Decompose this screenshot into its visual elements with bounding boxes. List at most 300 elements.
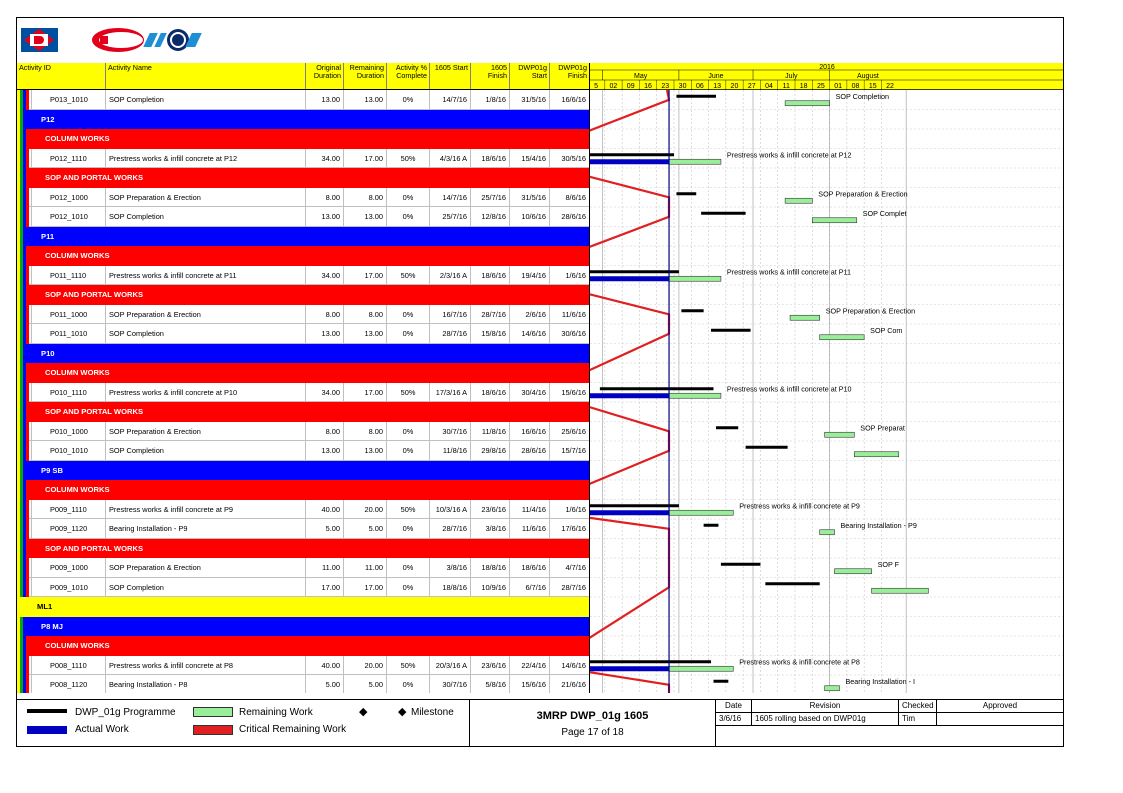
wbs-indent-marker	[26, 90, 29, 110]
cell-s2: 15/4/16	[509, 149, 549, 168]
cell-s1: 30/7/16	[429, 675, 470, 693]
cell-pct: 0%	[386, 324, 429, 343]
wbs-indent-marker	[26, 636, 29, 656]
wbs-indent-marker	[26, 383, 29, 403]
month-label: July	[785, 73, 798, 80]
header-percent-complete[interactable]: Activity % Complete	[386, 63, 429, 89]
cell-name: Prestress works & infill concrete at P8	[105, 656, 305, 675]
week-label: 11	[782, 83, 790, 90]
wbs-label: COLUMN WORKS	[45, 368, 110, 377]
cell-rd: 11.00	[343, 558, 386, 577]
wbs-indent-marker	[26, 578, 29, 598]
cell-id: P009_1120	[31, 519, 105, 538]
table-row[interactable]	[17, 188, 589, 208]
wbs-label: SOP AND PORTAL WORKS	[45, 407, 144, 416]
table-row[interactable]	[17, 305, 589, 325]
wbs-label: COLUMN WORKS	[45, 251, 110, 260]
cell-s2: 10/6/16	[509, 207, 549, 226]
cell-pct: 50%	[386, 656, 429, 675]
cell-name: Bearing Installation - P8	[105, 675, 305, 693]
cell-f2: 16/6/16	[549, 90, 589, 109]
wbs-label: SOP AND PORTAL WORKS	[45, 290, 144, 299]
wbs-label: P11	[41, 231, 55, 241]
cell-f2: 8/6/16	[549, 188, 589, 207]
bar-label: SOP Complet	[862, 208, 907, 218]
week-label: 01	[834, 83, 843, 90]
revision-entry-text: 1605 rolling based on DWP01g	[752, 713, 899, 726]
legend-milestone-icon: ◆	[359, 706, 368, 718]
cell-od: 8.00	[305, 422, 343, 441]
week-label: 02	[609, 83, 618, 90]
wbs-indent-marker	[26, 480, 29, 500]
wbs-indent-marker	[23, 227, 26, 247]
baseline-bar	[765, 582, 819, 585]
cell-od: 13.00	[305, 90, 343, 109]
table-row[interactable]	[17, 578, 589, 598]
baseline-bar	[704, 524, 719, 527]
cell-name: SOP Preparation & Erection	[105, 558, 305, 577]
legend-programme-swatch	[27, 709, 67, 713]
bar-label: SOP Com	[870, 325, 903, 335]
cell-s2: 22/4/16	[509, 656, 549, 675]
week-label: 23	[661, 83, 670, 90]
cell-name: SOP Completion	[105, 207, 305, 226]
cell-rd: 17.00	[343, 266, 386, 285]
cell-s1: 17/3/16 A	[429, 383, 470, 402]
wbs-label: P12	[41, 114, 55, 124]
cell-pct: 0%	[386, 305, 429, 324]
revision-entry-date: 3/6/16	[716, 713, 752, 726]
remaining-work-bar	[790, 315, 820, 320]
cell-s1: 3/8/16	[429, 558, 470, 577]
table-row[interactable]	[17, 519, 589, 539]
table-row[interactable]	[17, 558, 589, 578]
cell-id: P010_1110	[31, 383, 105, 402]
cell-s2: 30/4/16	[509, 383, 549, 402]
legend-remaining-label: Remaining Work	[239, 707, 313, 718]
wbs-indent-marker	[26, 558, 29, 578]
timescale-year: 2016	[819, 64, 835, 71]
table-row[interactable]	[17, 675, 589, 693]
cell-f1: 11/8/16	[470, 422, 509, 441]
cell-pct: 0%	[386, 558, 429, 577]
wbs-indent-marker	[17, 597, 20, 617]
revision-entry-checked: Tim	[899, 713, 937, 726]
wbs-indent-marker	[26, 402, 29, 422]
page-number: Page 17 of 18	[561, 727, 624, 738]
wbs-label: SOP AND PORTAL WORKS	[45, 543, 144, 553]
wbs-label: P8 MJ	[41, 621, 63, 631]
wbs-band[interactable]	[17, 227, 589, 247]
header-dwp01g-start[interactable]: DWP01g Start	[509, 63, 549, 89]
header-original-duration[interactable]: Original Duration	[305, 63, 343, 89]
bar-label: SOP Completion	[835, 91, 889, 101]
cell-id: P011_1010	[31, 324, 105, 343]
cell-pct: 0%	[386, 90, 429, 109]
wbs-indent-marker	[26, 422, 29, 442]
legend-critical-swatch	[193, 725, 233, 735]
table-row[interactable]	[17, 656, 589, 676]
cell-f1: 1/8/16	[470, 90, 509, 109]
cell-od: 5.00	[305, 519, 343, 538]
cell-s1: 2/3/16 A	[429, 266, 470, 285]
vsl-logo-icon	[143, 29, 202, 51]
cell-s2: 2/6/16	[509, 305, 549, 324]
revision-header-checked: Checked	[899, 700, 937, 713]
cell-name: SOP Completion	[105, 324, 305, 343]
wbs-indent-marker	[26, 324, 29, 344]
wbs-label: COLUMN WORKS	[45, 134, 110, 143]
cell-id: P008_1120	[31, 675, 105, 693]
wbs-indent-marker	[26, 363, 29, 383]
wbs-indent-marker	[26, 266, 29, 286]
cell-pct: 0%	[386, 422, 429, 441]
cell-s1: 10/3/16 A	[429, 500, 470, 519]
baseline-bar	[600, 387, 714, 390]
cell-s2: 18/6/16	[509, 558, 549, 577]
cell-f2: 11/6/16	[549, 305, 589, 324]
cell-f1: 25/7/16	[470, 188, 509, 207]
cell-f2: 17/6/16	[549, 519, 589, 538]
cell-pct: 0%	[386, 207, 429, 226]
wbs-label: COLUMN WORKS	[45, 641, 110, 650]
cell-f2: 1/6/16	[549, 266, 589, 285]
cell-s2: 11/6/16	[509, 519, 549, 538]
cell-f2: 4/7/16	[549, 558, 589, 577]
bar-label: Bearing Installation - I	[845, 676, 916, 686]
cell-od: 5.00	[305, 675, 343, 693]
week-label: 06	[695, 83, 704, 90]
table-row[interactable]	[17, 149, 589, 169]
wbs-indent-marker	[26, 285, 29, 305]
cell-s2: 31/5/16	[509, 188, 549, 207]
bar-label: Prestress works & infill concrete at P8	[739, 657, 860, 667]
cell-rd: 17.00	[343, 383, 386, 402]
cell-name: Prestress works & infill concrete at P12	[105, 149, 305, 168]
wbs-band[interactable]	[17, 461, 589, 481]
baseline-bar	[676, 95, 716, 98]
remaining-work-bar	[669, 159, 721, 164]
baseline-bar	[714, 680, 729, 683]
revision-header-approved: Approved	[937, 700, 1063, 713]
cell-pct: 0%	[386, 578, 429, 597]
wbs-band[interactable]	[17, 110, 589, 130]
baseline-bar	[590, 660, 711, 663]
bar-label: SOP Preparat	[860, 423, 905, 433]
bar-label: SOP Preparation & Erection	[825, 306, 916, 316]
cell-f1: 23/6/16	[470, 656, 509, 675]
legend-actual-swatch	[27, 726, 67, 734]
wbs-label: P10	[41, 348, 55, 358]
wbs-indent-marker	[26, 188, 29, 208]
baseline-bar	[716, 426, 738, 429]
cell-od: 8.00	[305, 305, 343, 324]
cell-rd: 5.00	[343, 675, 386, 693]
cell-id: P012_1000	[31, 188, 105, 207]
cell-rd: 17.00	[343, 149, 386, 168]
wbs-band[interactable]	[17, 363, 589, 383]
wbs-indent-marker	[26, 168, 29, 188]
header-activity-id[interactable]: Activity ID	[19, 63, 51, 72]
remaining-work-bar	[785, 198, 812, 203]
cell-s1: 14/7/16	[429, 90, 470, 109]
company-logos	[18, 24, 208, 56]
bar-label: Prestress works & infill concrete at P12	[726, 150, 852, 160]
wbs-indent-marker	[26, 441, 29, 461]
cell-s1: 25/7/16	[429, 207, 470, 226]
header-1605-finish[interactable]: 1605 Finish	[470, 63, 509, 89]
cell-f2: 30/6/16	[549, 324, 589, 343]
wbs-indent-marker	[26, 519, 29, 539]
week-label: 22	[886, 83, 894, 90]
table-row[interactable]	[17, 266, 589, 286]
cell-od: 34.00	[305, 383, 343, 402]
wbs-band[interactable]	[17, 168, 589, 188]
wbs-indent-marker	[26, 129, 29, 149]
cell-rd: 5.00	[343, 519, 386, 538]
revision-header-revision: Revision	[752, 700, 899, 713]
table-row[interactable]	[17, 90, 589, 110]
wbs-indent-marker	[26, 656, 29, 676]
table-row[interactable]	[17, 324, 589, 344]
cell-f2: 28/7/16	[549, 578, 589, 597]
week-label: 18	[799, 83, 808, 90]
cell-f2: 1/6/16	[549, 500, 589, 519]
month-label: May	[634, 73, 648, 80]
remaining-work-bar	[820, 335, 864, 340]
cell-od: 11.00	[305, 558, 343, 577]
wbs-band[interactable]	[17, 246, 589, 266]
remaining-work-bar	[825, 686, 840, 691]
cell-name: Prestress works & infill concrete at P9	[105, 500, 305, 519]
wbs-band[interactable]	[17, 402, 589, 422]
cell-f1: 18/6/16	[470, 383, 509, 402]
cell-s2: 6/7/16	[509, 578, 549, 597]
week-label: 30	[678, 83, 687, 90]
cell-rd: 20.00	[343, 656, 386, 675]
baseline-bar	[681, 309, 703, 312]
wbs-indent-marker	[26, 539, 29, 559]
cell-od: 8.00	[305, 188, 343, 207]
cell-id: P009_1000	[31, 558, 105, 577]
cell-s1: 28/7/16	[429, 519, 470, 538]
wbs-indent-marker	[23, 461, 26, 481]
cell-s1: 11/8/16	[429, 441, 470, 460]
remaining-work-bar	[812, 218, 856, 223]
week-label: 15	[868, 83, 877, 90]
wbs-indent-marker	[23, 344, 26, 364]
week-label: 5	[594, 83, 599, 90]
cell-rd: 17.00	[343, 578, 386, 597]
remaining-work-bar	[820, 530, 835, 535]
wbs-band[interactable]	[17, 344, 589, 364]
cell-pct: 50%	[386, 500, 429, 519]
cell-s1: 16/7/16	[429, 305, 470, 324]
cell-rd: 13.00	[343, 207, 386, 226]
revision-header-date: Date	[716, 700, 752, 713]
cell-pct: 0%	[386, 188, 429, 207]
cell-id: P010_1010	[31, 441, 105, 460]
remaining-work-bar	[669, 666, 733, 671]
cell-name: SOP Completion	[105, 441, 305, 460]
cell-id: P009_1110	[31, 500, 105, 519]
cell-s2: 19/4/16	[509, 266, 549, 285]
cell-s2: 16/6/16	[509, 422, 549, 441]
cell-id: P012_1010	[31, 207, 105, 226]
cell-s1: 28/7/16	[429, 324, 470, 343]
cell-od: 13.00	[305, 441, 343, 460]
remaining-work-bar	[825, 432, 855, 437]
bar-label: Bearing Installation - P9	[840, 520, 917, 530]
wbs-band[interactable]	[17, 285, 589, 305]
cell-f2: 30/5/16	[549, 149, 589, 168]
wbs-band[interactable]	[17, 597, 589, 617]
wbs-label: P9 SB	[41, 465, 63, 475]
cell-name: SOP Preparation & Erection	[105, 188, 305, 207]
bar-label: SOP F	[877, 559, 900, 569]
table-row[interactable]	[17, 383, 589, 403]
cell-f1: 18/6/16	[470, 266, 509, 285]
actual-work-bar	[590, 510, 669, 515]
cell-pct: 0%	[386, 675, 429, 693]
cell-f2: 15/6/16	[549, 383, 589, 402]
cell-f1: 3/8/16	[470, 519, 509, 538]
cell-pct: 0%	[386, 519, 429, 538]
baseline-bar	[711, 329, 751, 332]
cell-f1: 23/6/16	[470, 500, 509, 519]
cell-id: P009_1010	[31, 578, 105, 597]
legend-milestone-marker-icon: ◆	[398, 706, 407, 718]
cell-rd: 8.00	[343, 422, 386, 441]
cell-f2: 15/7/16	[549, 441, 589, 460]
gantt-chart	[589, 63, 1063, 693]
cell-pct: 0%	[386, 441, 429, 460]
week-label: 04	[765, 83, 773, 90]
cell-name: Bearing Installation - P9	[105, 519, 305, 538]
cell-rd: 8.00	[343, 305, 386, 324]
baseline-bar	[676, 192, 696, 195]
week-label: 09	[626, 83, 635, 90]
cell-f1: 5/8/16	[470, 675, 509, 693]
cell-f1: 18/8/16	[470, 558, 509, 577]
cell-f2: 25/6/16	[549, 422, 589, 441]
cell-id: P008_1110	[31, 656, 105, 675]
remaining-work-bar	[669, 276, 721, 281]
dragages-logo-icon	[21, 28, 58, 52]
wbs-indent-marker	[26, 246, 29, 266]
cell-pct: 50%	[386, 266, 429, 285]
revision-table	[716, 700, 1063, 746]
bar-label: SOP Preparation & Erection	[818, 189, 908, 199]
wbs-band[interactable]	[17, 129, 589, 149]
cell-s2: 28/6/16	[509, 441, 549, 460]
week-label: 16	[644, 83, 652, 90]
cell-rd: 8.00	[343, 188, 386, 207]
cell-name: SOP Preparation & Erection	[105, 422, 305, 441]
remaining-work-bar	[835, 569, 872, 574]
bar-label: Prestress works & infill concrete at P10	[726, 384, 852, 394]
wbs-indent-marker	[23, 110, 26, 130]
actual-work-bar	[590, 393, 669, 398]
cell-pct: 50%	[386, 383, 429, 402]
week-label: 20	[730, 83, 739, 90]
gantt-svg	[590, 63, 1063, 693]
legend-remaining-swatch	[193, 707, 233, 717]
legend-milestone-label: Milestone	[411, 707, 454, 718]
header-dwp01g-finish[interactable]: DWP01g Finish	[549, 63, 589, 89]
remaining-work-bar	[785, 101, 829, 106]
legend-critical-label: Critical Remaining Work	[239, 724, 347, 735]
wbs-label: ML1	[37, 602, 53, 611]
wbs-label: SOP AND PORTAL WORKS	[45, 173, 144, 182]
baseline-bar	[746, 446, 788, 449]
legend-actual-label: Actual Work	[75, 724, 129, 735]
actual-work-bar	[590, 666, 669, 671]
remaining-work-bar	[669, 510, 733, 515]
table-row[interactable]	[17, 441, 589, 461]
baseline-bar	[721, 563, 761, 566]
cell-name: Prestress works & infill concrete at P11	[105, 266, 305, 285]
critical-progress-line	[590, 90, 669, 693]
cell-f1: 18/6/16	[470, 149, 509, 168]
bar-label: Prestress works & infill concrete at P11	[726, 267, 852, 277]
cell-id: P012_1110	[31, 149, 105, 168]
cell-id: P010_1000	[31, 422, 105, 441]
week-label: 08	[851, 83, 860, 90]
week-label: 27	[747, 83, 756, 90]
wbs-indent-marker	[26, 149, 29, 169]
cell-rd: 13.00	[343, 324, 386, 343]
document-title: 3MRP DWP_01g 1605	[536, 710, 649, 722]
month-label: June	[708, 73, 724, 80]
wbs-band[interactable]	[17, 539, 589, 559]
cell-od: 13.00	[305, 324, 343, 343]
remaining-work-bar	[872, 588, 929, 593]
cell-rd: 13.00	[343, 441, 386, 460]
header-activity-name[interactable]: Activity Name	[105, 63, 305, 89]
cell-s1: 18/8/16	[429, 578, 470, 597]
table-row[interactable]	[17, 500, 589, 520]
cell-s1: 4/3/16 A	[429, 149, 470, 168]
cell-s2: 15/6/16	[509, 675, 549, 693]
cell-rd: 13.00	[343, 90, 386, 109]
cell-od: 34.00	[305, 149, 343, 168]
cell-name: SOP Preparation & Erection	[105, 305, 305, 324]
wbs-band[interactable]	[17, 480, 589, 500]
cell-od: 34.00	[305, 266, 343, 285]
header-1605-start[interactable]: 1605 Start	[429, 63, 470, 89]
revision-entry-approved	[937, 713, 1063, 726]
baseline-bar	[590, 153, 674, 156]
cell-name: Prestress works & infill concrete at P10	[105, 383, 305, 402]
hec-logo-icon	[92, 28, 144, 52]
remaining-work-bar	[669, 393, 721, 398]
wbs-indent-marker	[26, 305, 29, 325]
baseline-bar	[590, 270, 679, 273]
header-remaining-duration[interactable]: Remaining Duration	[343, 63, 386, 89]
table-header	[17, 63, 589, 90]
cell-id: P013_1010	[31, 90, 105, 109]
wbs-band[interactable]	[17, 636, 589, 656]
wbs-band[interactable]	[17, 617, 589, 637]
actual-work-bar	[590, 159, 669, 164]
table-row[interactable]	[17, 207, 589, 227]
cell-s2: 31/5/16	[509, 90, 549, 109]
actual-work-bar	[590, 276, 669, 281]
baseline-bar	[701, 212, 745, 215]
week-label: 25	[817, 83, 825, 90]
table-row[interactable]	[17, 422, 589, 442]
